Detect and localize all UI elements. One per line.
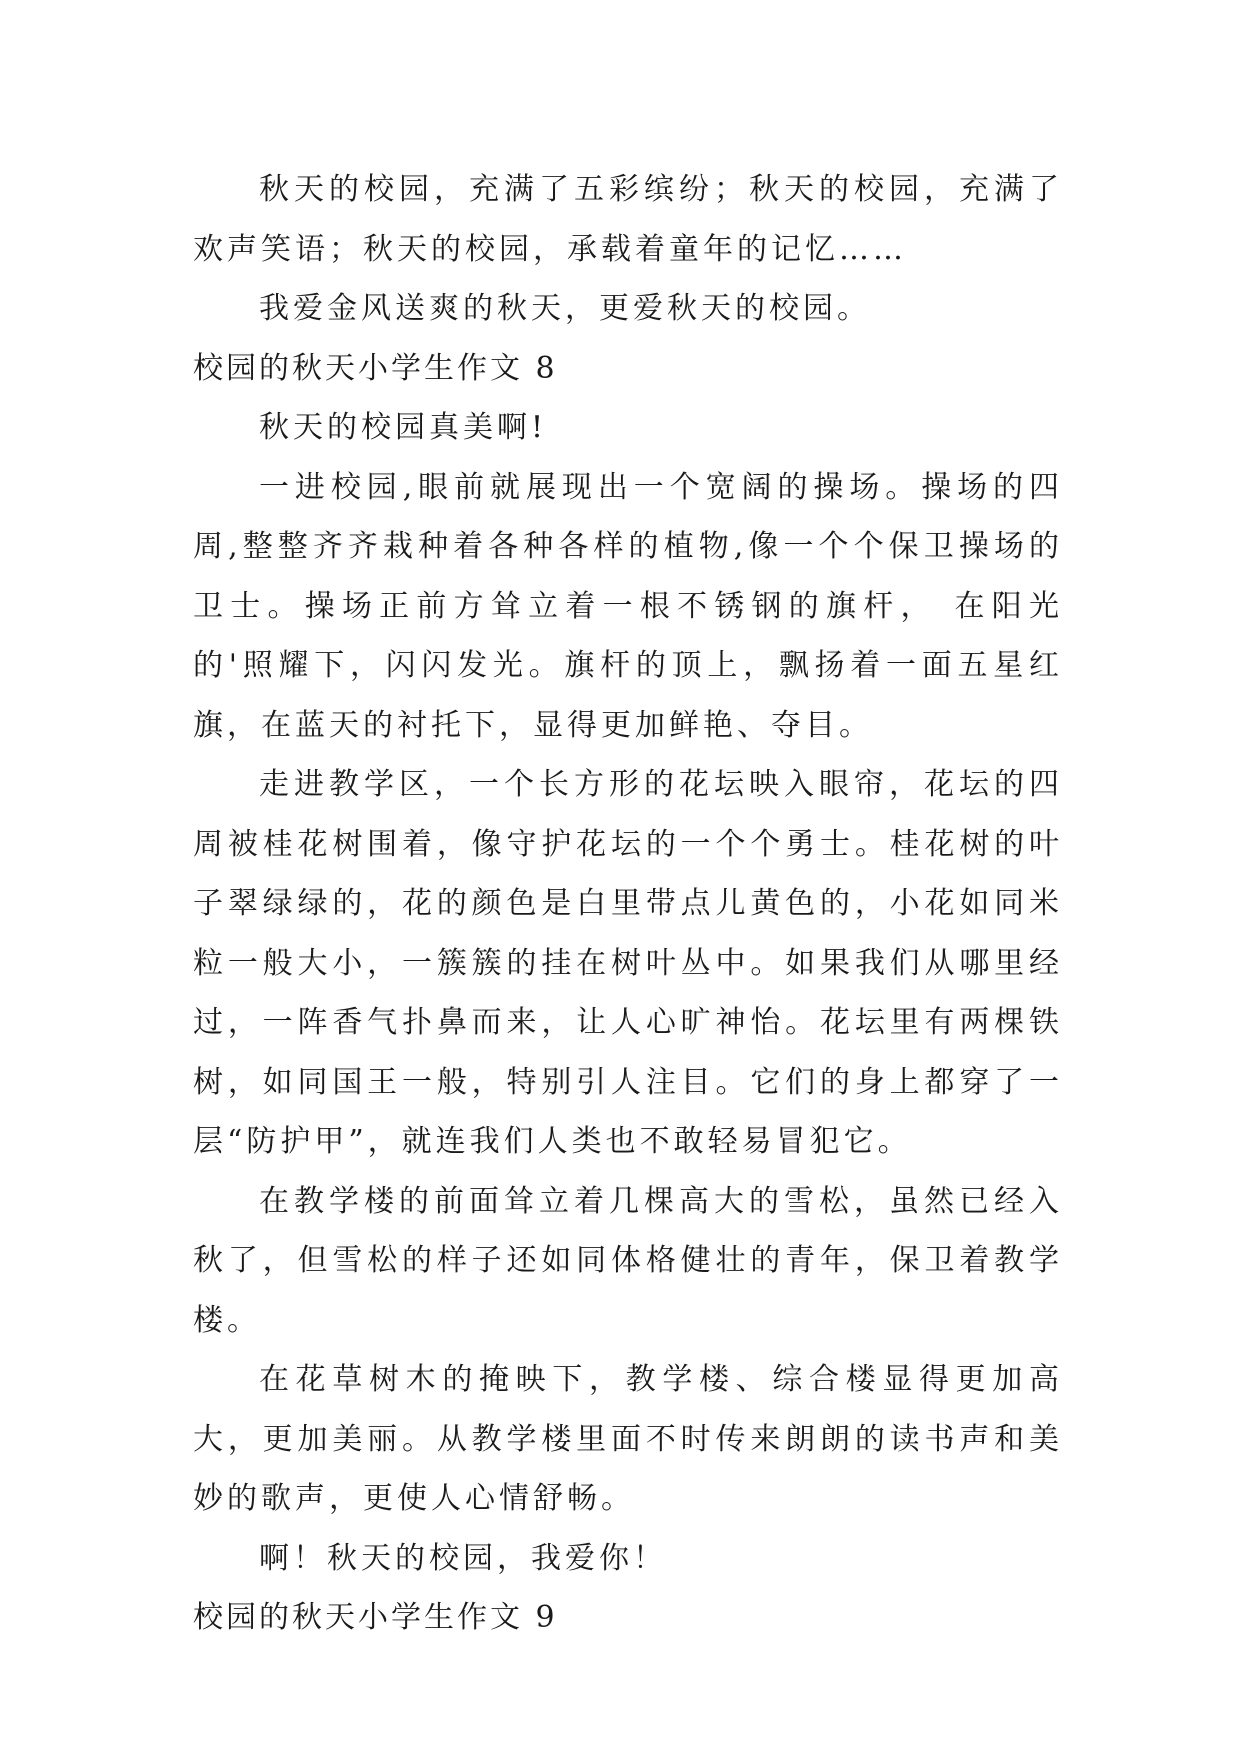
document-body: [193, 160, 1063, 1648]
section-heading: 校园的秋天小学生作文 9: [193, 1600, 558, 1635]
paragraph: 我爱金风送爽的秋天，更爱秋天的校园。: [259, 291, 871, 326]
paragraph: 在教学楼的前面耸立着几棵高大的雪松，虽然已经入秋了，但雪松的样子还如同体格健壮的青年，保卫着教学楼。: [193, 1183, 1063, 1338]
paragraph: 走进教学区，一个长方形的花坛映入眼帘，花坛的四周被桂花树围着，像守护花坛的一个个勇士。桂花树的叶子翠绿绿的，花的颜色是白里带点儿黄色的，小花如同米粒一般大小，一簇簇的挂在树叶丛中。如果我们从哪里经过，一阵香气扑鼻而来，让人心旷神怡。花坛里有两棵铁树，如同国王一般，特别引人注目。它们的身上都穿了一层“防护甲”，就连我们人类也不敢轻易冒犯它。: [193, 767, 1063, 1159]
paragraph: 在花草树木的掩映下，教学楼、综合楼显得更加高大，更加美丽。从教学楼里面不时传来朗朗的读书声和美妙的歌声，更使人心情舒畅。: [193, 1362, 1063, 1516]
section-heading: 校园的秋天小学生作文 8: [193, 350, 558, 386]
paragraph: 一进校园,眼前就展现出一个宽阔的操场。操场的四周,整整齐齐栽种着各种各样的植物,像一个个保卫操场的卫士。操场正前方耸立着一根不锈钢的旗杆， 在阳光的'照耀下，闪闪发光。旗杆的顶上，飘扬着一面五星红旗，在蓝天的衬托下，显得更加鲜艳、夺目。: [193, 469, 1063, 743]
paragraph: 秋天的校园真美啊!: [259, 410, 548, 445]
paragraph: 秋天的校园，充满了五彩缤纷；秋天的校园，充满了欢声笑语；秋天的校园，承载着童年的记忆……: [193, 172, 1063, 267]
paragraph: 啊！秋天的校园，我爱你！: [259, 1540, 667, 1576]
